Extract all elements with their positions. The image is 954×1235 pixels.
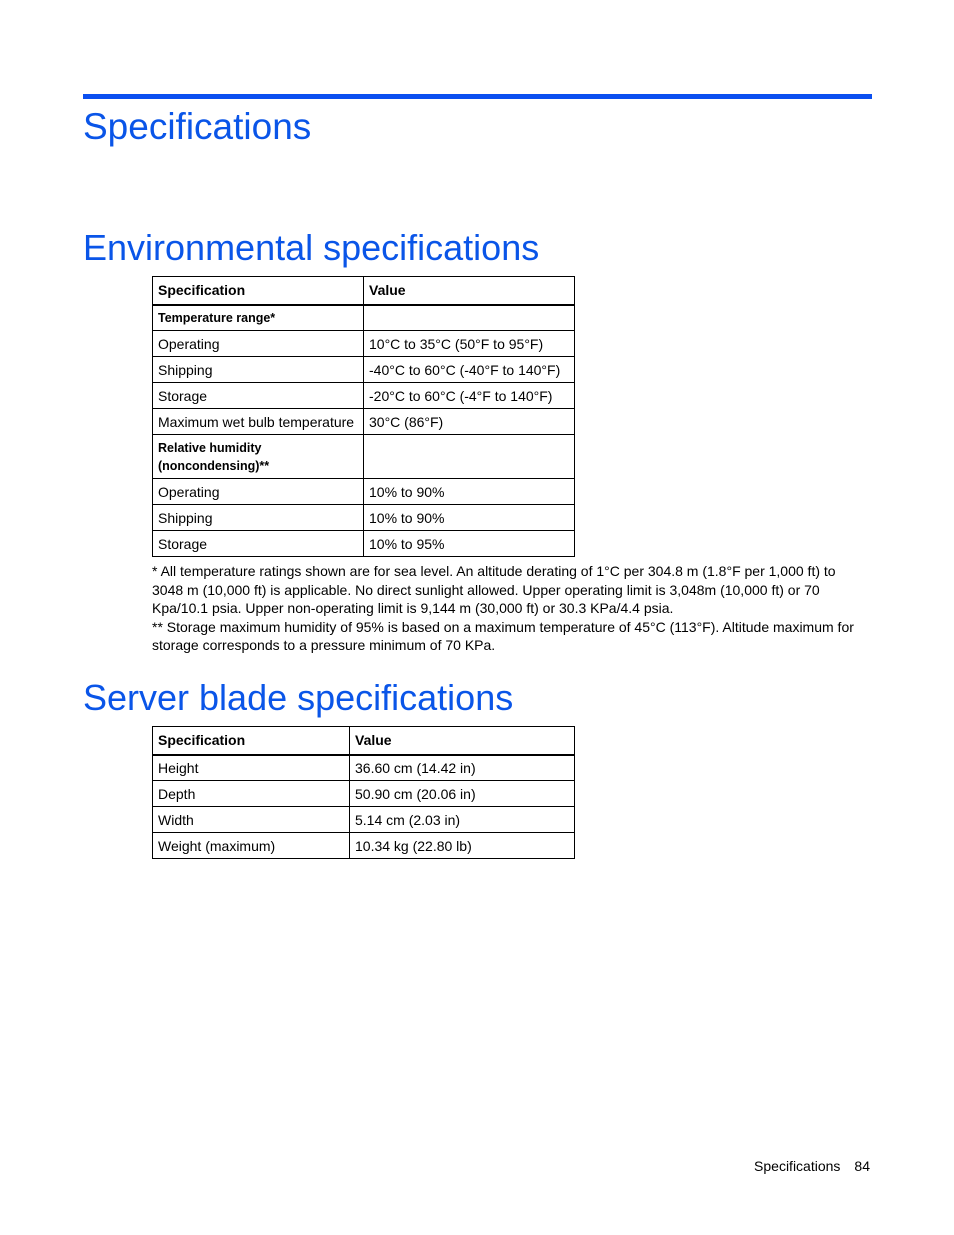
table-row-group-temperature: [153, 305, 575, 331]
environmental-heading: Environmental specifications: [83, 227, 540, 268]
table-row: [153, 383, 575, 409]
row-value: -20°C to 60°C (-4°F to 140°F): [364, 383, 575, 409]
column-header-specification: Specification: [153, 727, 350, 755]
row-spec: Storage: [153, 383, 364, 409]
row-spec: Weight (maximum): [153, 833, 350, 859]
table-row: [153, 409, 575, 435]
row-value: 10% to 90%: [364, 505, 575, 531]
row-spec: Depth: [153, 781, 350, 807]
row-spec: Operating: [153, 479, 364, 505]
table-row-group-humidity: [153, 435, 575, 479]
footnote-humidity: ** Storage maximum humidity of 95% is based on a maximum temperature of 45°C (113°F). Altitude maximum for storage corresponds to a pressure minimum of 70 KPa.: [152, 618, 854, 653]
chapter-rule: [83, 94, 872, 99]
table-row: [153, 531, 575, 557]
row-spec: Height: [153, 755, 350, 781]
row-value: -40°C to 60°C (-40°F to 140°F): [364, 357, 575, 383]
table-row: [153, 755, 575, 781]
footnote-temperature: * All temperature ratings shown are for sea level. An altitude derating of 1°C per 304.8 m (1.8°F per 1,000 ft) to 3048 m (10,000 ft) is applicable. No direct sunlight allowed. Upper operating limit is 3,048m (10,000 ft) or 70 Kpa/10.1 psia. Upper non-operating limit is 9,144 m (30,000 ft) or 30.3 KPa/4.4 psia.: [152, 563, 836, 616]
row-value: [364, 435, 575, 479]
row-value: [364, 305, 575, 331]
chapter-title: Specifications: [83, 106, 312, 147]
table-header-row: [153, 277, 575, 305]
row-spec: Operating: [153, 331, 364, 357]
row-group-label: Temperature range*: [153, 305, 364, 331]
row-spec: Width: [153, 807, 350, 833]
column-header-value: Value: [350, 727, 575, 755]
row-spec: Maximum wet bulb temperature: [153, 409, 364, 435]
table-row: [153, 357, 575, 383]
row-value: 10% to 90%: [364, 479, 575, 505]
table-row: [153, 479, 575, 505]
table-header-row: [153, 727, 575, 755]
row-value: 30°C (86°F): [364, 409, 575, 435]
server-blade-heading: Server blade specifications: [83, 677, 514, 718]
page-footer: [754, 1158, 870, 1174]
row-value: 10% to 95%: [364, 531, 575, 557]
table-row: [153, 807, 575, 833]
row-value: 5.14 cm (2.03 in): [350, 807, 575, 833]
table-row: [153, 781, 575, 807]
row-spec: Storage: [153, 531, 364, 557]
server-blade-spec-table: [152, 726, 575, 859]
page-number: 84: [854, 1158, 870, 1174]
row-value: 10°C to 35°C (50°F to 95°F): [364, 331, 575, 357]
table-row: [153, 505, 575, 531]
row-value: 50.90 cm (20.06 in): [350, 781, 575, 807]
row-value: 36.60 cm (14.42 in): [350, 755, 575, 781]
table-row: [153, 331, 575, 357]
footer-section-title: Specifications: [754, 1158, 841, 1174]
row-value: 10.34 kg (22.80 lb): [350, 833, 575, 859]
table-row: [153, 833, 575, 859]
row-spec: Shipping: [153, 357, 364, 383]
environmental-spec-table: [152, 276, 575, 557]
row-group-label: Relative humidity (noncondensing)**: [153, 435, 364, 479]
column-header-specification: Specification: [153, 277, 364, 305]
table-footnotes: [152, 562, 862, 655]
row-spec: Shipping: [153, 505, 364, 531]
column-header-value: Value: [364, 277, 575, 305]
